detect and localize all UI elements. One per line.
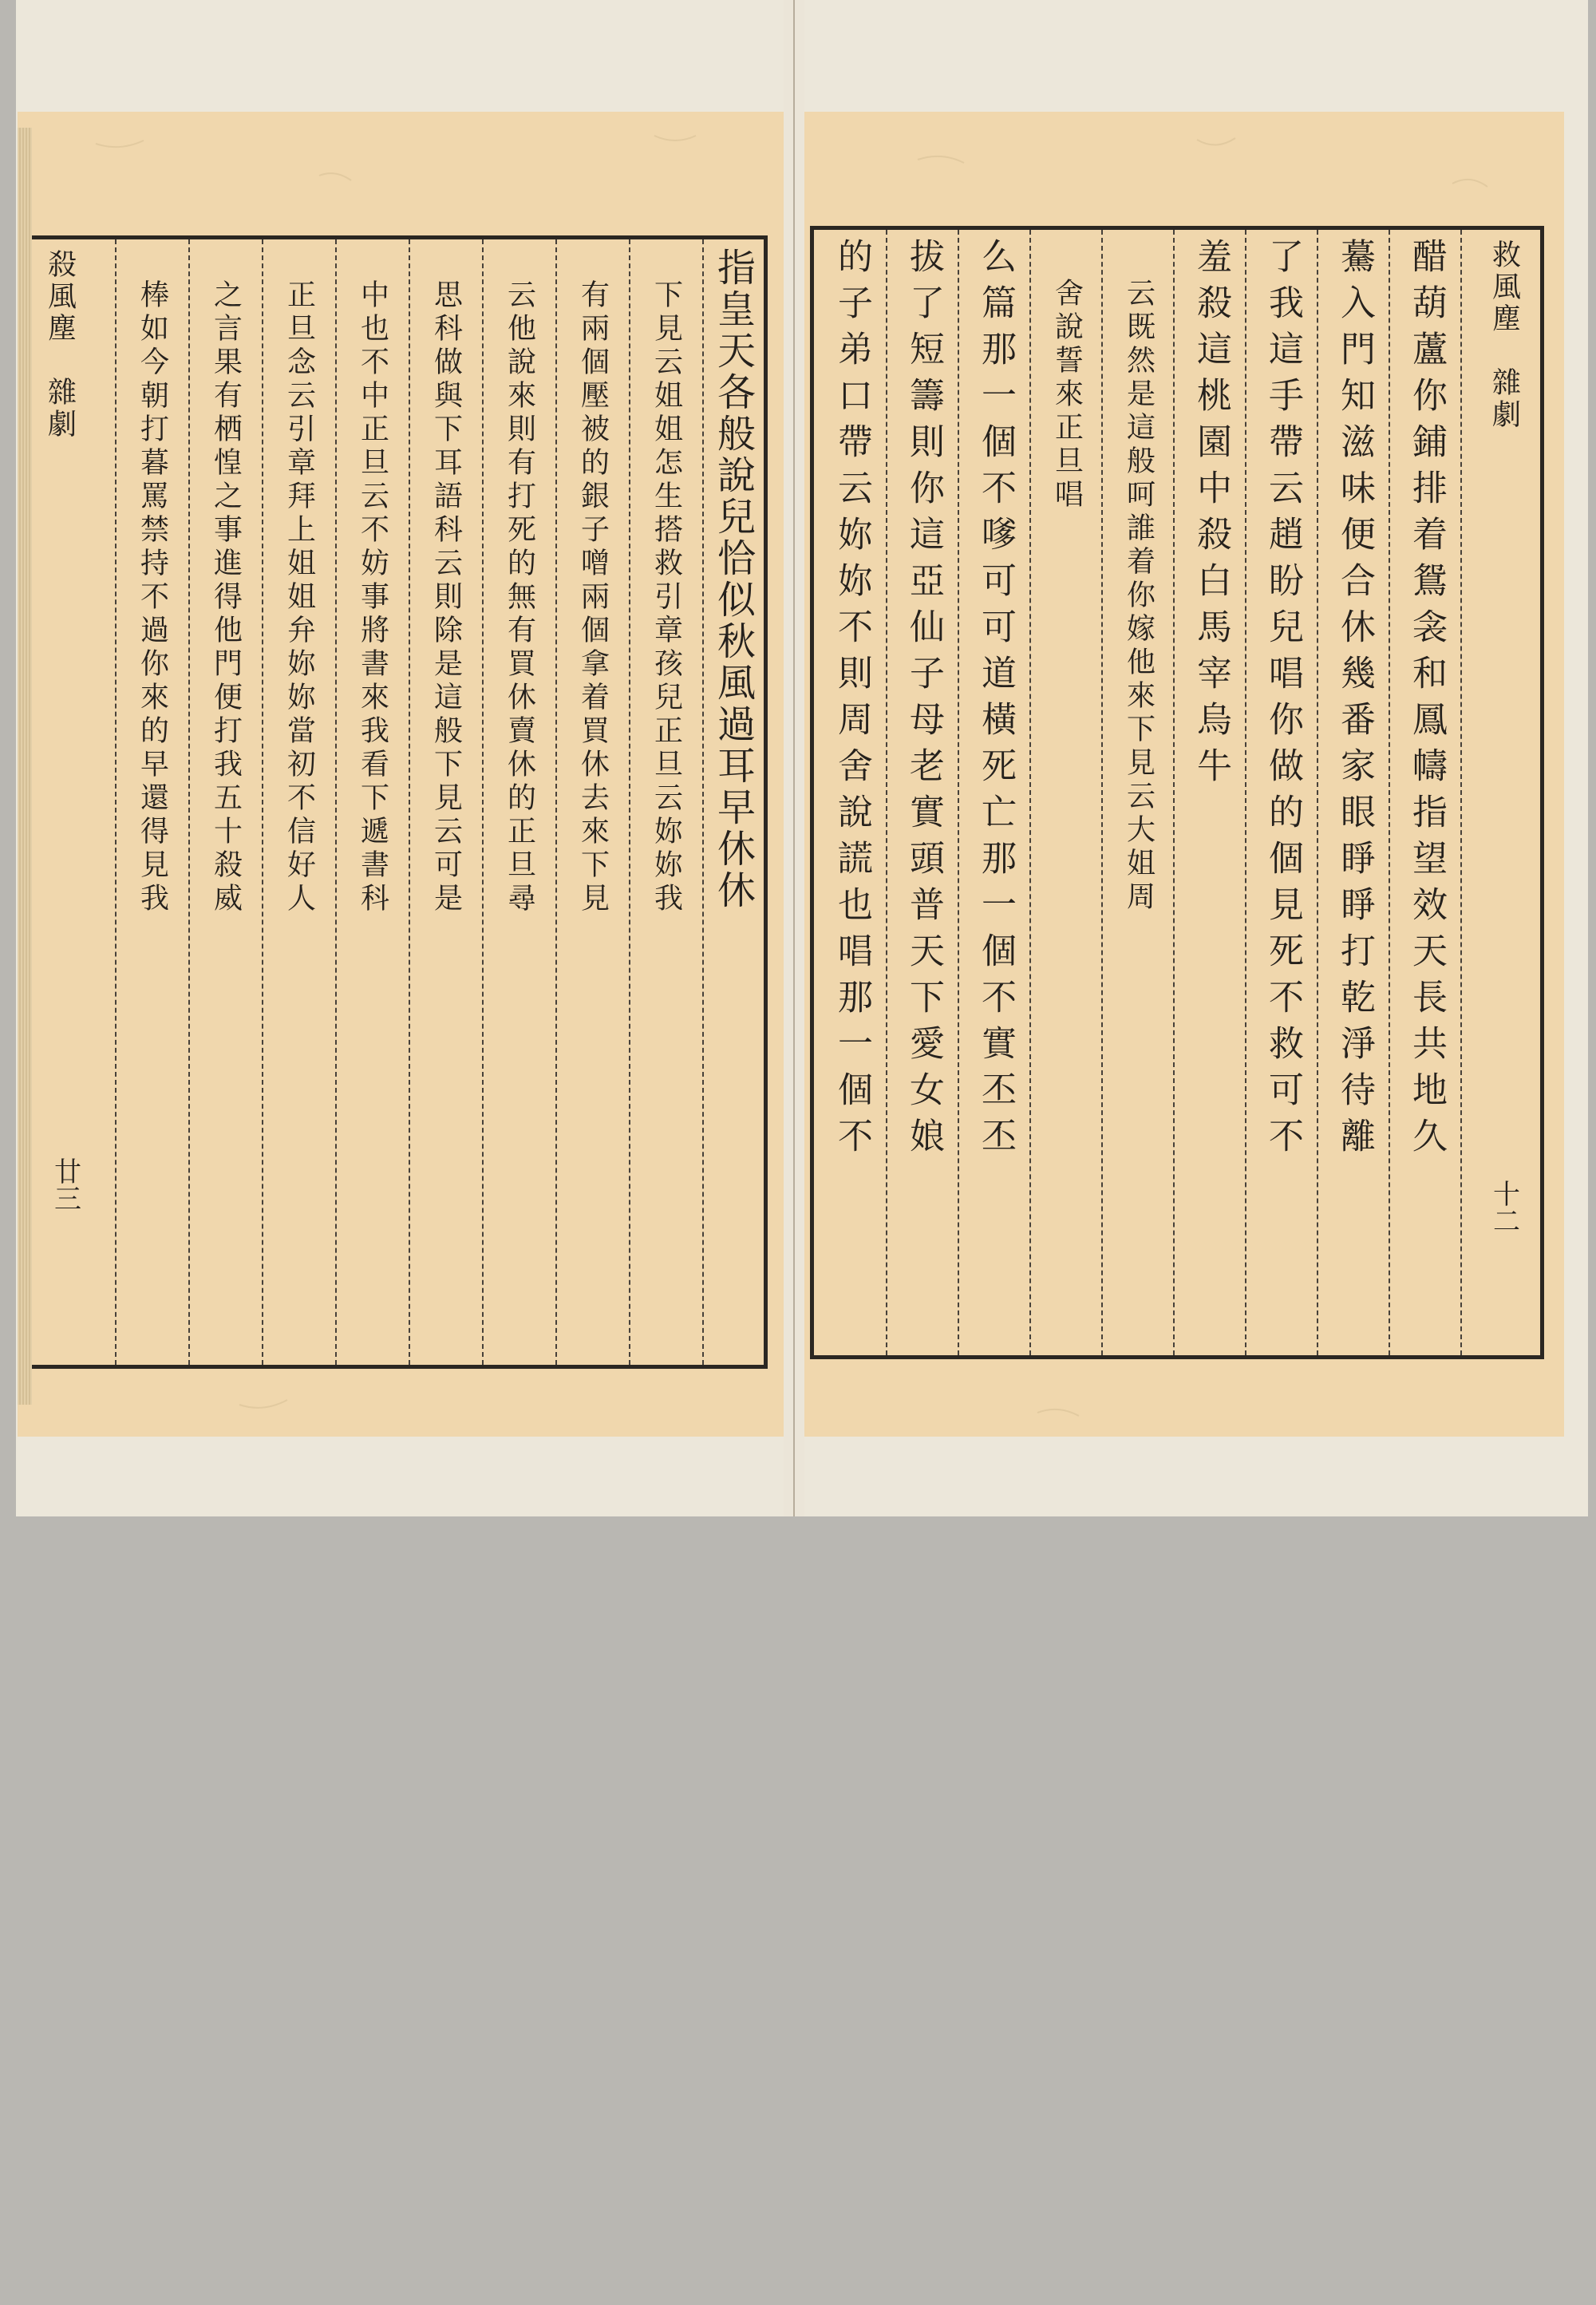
left-folio-number: 廿三 <box>49 1157 81 1212</box>
column-text: 舍說誓來正旦唱 <box>1050 278 1084 512</box>
right-column-8 <box>892 238 954 1363</box>
column-text: 正旦念云引章拜上姐姐弁妳妳當初不信好人 <box>282 279 316 916</box>
right-column-4 <box>1179 238 1242 1363</box>
left-column-7 <box>268 279 330 1405</box>
right-header-title: 救風塵 <box>1487 239 1521 335</box>
column-text: 羞殺這桃園中殺白馬宰烏牛 <box>1191 238 1231 793</box>
column-text: 中也不中正旦云不妨事將書來我看下遞書科 <box>356 279 389 916</box>
column-text: 云他說來則有打死的無有買休賣休的正旦尋 <box>503 279 536 916</box>
left-column-5 <box>415 279 477 1405</box>
column-text: 驀入門知滋味便合休幾番家眼睜睜打乾淨待離 <box>1334 238 1375 1164</box>
column-text: 之言果有栖惶之事進得他門便打我五十殺威 <box>209 279 243 916</box>
right-column-3 <box>1251 238 1314 1363</box>
left-header-title: 殺風塵 <box>43 249 77 345</box>
column-text: 下見云姐姐怎生搭救引章孩兒正旦云妳妳我 <box>650 279 683 916</box>
gutter-fold <box>793 0 795 1516</box>
column-text: 有兩個壓被的銀子噌兩個拿着買休去來下見 <box>576 279 610 916</box>
left-column-3 <box>562 279 624 1405</box>
column-text: 思科做與下耳語科云則除是這般下見云可是 <box>429 279 463 916</box>
left-header-sub: 雜劇 <box>43 377 77 441</box>
right-folio <box>1476 1180 1532 2305</box>
left-column-9 <box>121 279 184 1405</box>
column-text: 的子弟口帶云妳妳不則周舍說謊也唱那一個不 <box>832 238 872 1164</box>
right-folio-number: 十二 <box>1487 1180 1520 1234</box>
left-text-frame <box>32 235 768 1369</box>
page-edges <box>18 128 32 1405</box>
right-column-5 <box>1108 278 1170 1403</box>
left-column-4 <box>488 279 551 1405</box>
left-column-6 <box>342 279 404 1405</box>
right-header-sub: 雜劇 <box>1487 367 1521 431</box>
column-text: 拔了短籌則你這亞仙子母老實頭普天下愛女娘 <box>903 238 944 1164</box>
column-text: 指皇天各般說兒恰似秋風過耳早休休 <box>710 247 756 911</box>
left-column-2 <box>635 279 697 1405</box>
left-column-1 <box>702 247 764 1373</box>
column-text: 了我這手帶云趙盼兒唱你做的個見死不救可不 <box>1262 238 1303 1164</box>
right-column-6 <box>1036 278 1098 1403</box>
column-text: 么篇那一個不嗲可可道橫死亡那一個不實丕丕 <box>975 238 1016 1164</box>
left-column-8 <box>195 279 257 1405</box>
column-text: 棒如今朝打暮罵禁持不過你來的早還得見我 <box>136 279 169 916</box>
right-column-7 <box>964 238 1026 1363</box>
left-folio <box>41 1157 89 2283</box>
right-column-1 <box>1395 238 1457 1363</box>
right-column-2 <box>1323 238 1385 1363</box>
column-text: 云既然是這般呵誰着你嫁他來下見云大姐周 <box>1122 278 1156 915</box>
right-column-9 <box>820 238 883 1363</box>
column-text: 醋葫蘆你鋪排着鴛衾和鳳幬指望效天長共地久 <box>1406 238 1447 1164</box>
right-text-frame <box>810 226 1544 1359</box>
